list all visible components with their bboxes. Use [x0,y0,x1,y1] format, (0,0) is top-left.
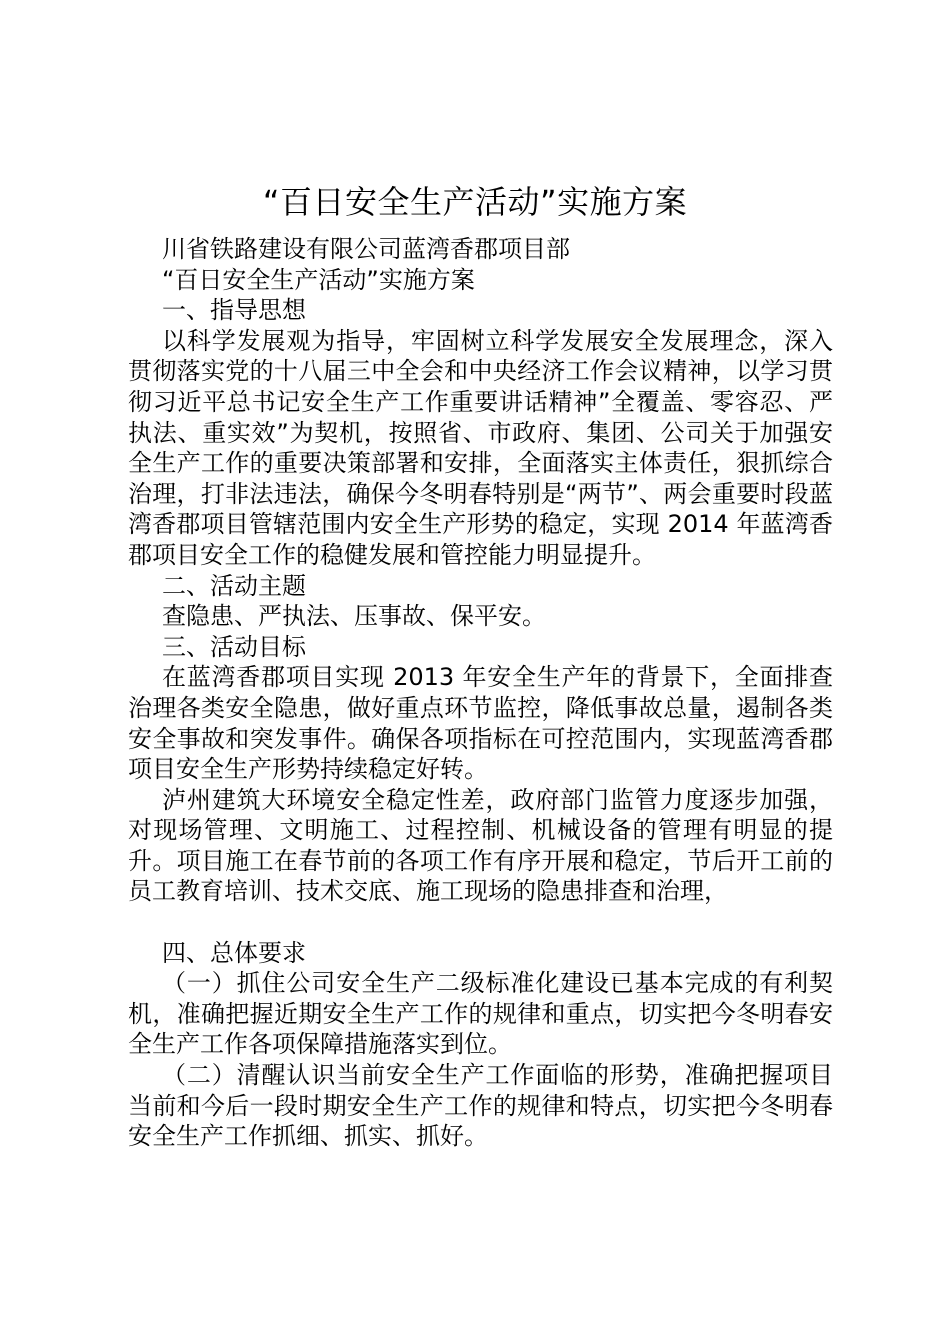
paragraph-requirement-1: （一）抓住公司安全生产二级标准化建设已基本完成的有利契机，准确把握近期安全生产工作的规律和重点，切实把今冬明春安全生产工作各项保障措施落实到位。 [128,969,833,1059]
section-heading-activity-theme: 二、活动主题 [162,571,306,600]
paragraph-activity-theme: 查隐患、严执法、压事故、保平安。 [162,602,546,631]
company-line: 川省铁路建设有限公司蓝湾香郡项目部 [162,235,570,263]
blank-line [128,907,833,938]
paragraph-guiding-ideology: 以科学发展观为指导，牢固树立科学发展安全发展理念，深入贯彻落实党的十八届三中全会和中央经济工作会议精神，以学习贯彻习近平总书记安全生产工作重要讲话精神”全覆盖、零容忍、严执法、重实效”为契机，按照省、市政府、集团、公司关于加强安全生产工作的重要决策部署和安排，全面落实主体责任，狠抓综合治理，打非法违法，确保今冬明春特别是“两节”、两会重要时段蓝湾香郡项目管辖范围内安全生产形势的稳定，实现 2014 年蓝湾香郡项目安全工作的稳健发展和管控能力明显提升。 [128,326,833,569]
paragraph-activity-goals: 在蓝湾香郡项目实现 2013 年安全生产年的背景下，全面排查治理各类安全隐患，做好重点环节监控，降低事故总量，遏制各类安全事故和突发事件。确保各项指标在可控范围内，实现蓝湾香郡项目安全生产形势持续稳定好转。 [128,663,833,784]
paragraph-requirement-2: （二）清醒认识当前安全生产工作面临的形势，准确把握项目当前和今后一段时期安全生产工作的规律和特点，切实把今冬明春安全生产工作抓细、抓实、抓好。 [128,1061,833,1151]
document-title: “百日安全生产活动”实施方案 [262,183,688,221]
section-heading-general-requirements: 四、总体要求 [162,938,306,967]
section-heading-activity-goals: 三、活动目标 [162,632,306,661]
subtitle-line: “百日安全生产活动”实施方案 [162,265,475,294]
document-body [128,234,833,1152]
paragraph-environment: 泸州建筑大环境安全稳定性差，政府部门监管力度逐步加强，对现场管理、文明施工、过程控制、机械设备的管理有明显的提升。项目施工在春节前的各项工作有序开展和稳定，节后开工前的员工教育培训、技术交底、施工现场的隐患排查和治理， [128,785,833,906]
section-heading-guiding-ideology: 一、指导思想 [162,296,306,325]
